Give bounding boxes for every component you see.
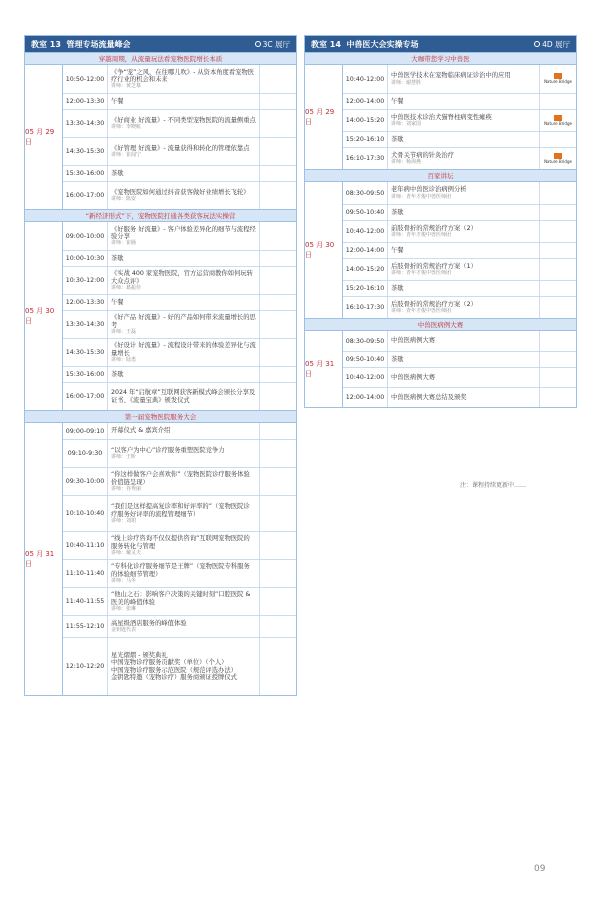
- session-title: 高星级酒店服务的峰值体验: [111, 619, 187, 627]
- session-content: [108, 560, 260, 587]
- extra-cell: [260, 560, 296, 587]
- extra-cell: [260, 423, 296, 439]
- session-title: 《宠物医院如何通过抖音获客做好业绩增长飞轮》: [111, 188, 250, 196]
- time-slot: 10:30-12:00: [63, 267, 108, 294]
- session-content: [388, 94, 540, 109]
- schedule-row: [63, 637, 296, 695]
- extra-cell: [540, 388, 576, 407]
- schedule-row: [343, 204, 576, 220]
- session-title: 茶歇: [391, 355, 404, 363]
- extra-cell: [260, 251, 296, 266]
- extra-cell: [260, 138, 296, 165]
- session-title: 中兽医技术诊治犬猫脊柱病变性瘫痪: [391, 113, 492, 121]
- extra-cell: [540, 182, 576, 204]
- extra-cell: [540, 205, 576, 220]
- session-content: [108, 110, 260, 137]
- schedule-row: [343, 331, 576, 351]
- time-slot: 14:30-15:30: [63, 138, 108, 165]
- schedule-row: [63, 467, 296, 495]
- session-content: [108, 251, 260, 266]
- day-block: [305, 181, 576, 318]
- left-venue-label: 3C 展厅: [262, 39, 290, 49]
- time-slot: 12:00-13:30: [63, 295, 108, 310]
- session-title: “专科化诊疗服务细节是王牌”（宠物医院专科服务的体验细节管理）: [111, 563, 250, 578]
- time-slot: 16:10-17:30: [343, 297, 388, 318]
- session-title: 2024 年“启航章”互联网获客新模式峰会颁长分享及证书、《流量宝典》颁发仪式: [111, 389, 256, 404]
- extra-cell: [540, 259, 576, 280]
- session-content: [388, 281, 540, 296]
- speaker-name: 讲师：李晓航: [111, 124, 142, 131]
- schedule-row: [63, 366, 296, 382]
- extra-cell: [260, 295, 296, 310]
- extra-cell: [540, 331, 576, 351]
- right-venue-label: 4D 展厅: [542, 39, 570, 49]
- schedule-row: [343, 93, 576, 109]
- schedule-row: [343, 387, 576, 407]
- schedule-row: [63, 250, 296, 266]
- session-content: [388, 243, 540, 258]
- session-title: 午餐: [111, 97, 124, 105]
- day-date: 05 月 29 日: [25, 65, 63, 209]
- section-title: 百家讲坛: [305, 169, 576, 181]
- session-title: 金钥匙特邀（宠物诊疗）服务商颁证授牌仪式: [111, 673, 237, 681]
- time-slot: 15:20-16:10: [343, 281, 388, 296]
- speaker-name: 讲师：陆勇: [111, 356, 137, 363]
- time-slot: 09:00-10:00: [63, 222, 108, 250]
- extra-cell: [540, 281, 576, 296]
- time-slot: 16:00-17:00: [63, 383, 108, 410]
- time-slot: 12:00-13:30: [63, 94, 108, 109]
- schedule-row: [63, 165, 296, 181]
- session-content: [108, 182, 260, 209]
- session-content: [108, 267, 260, 294]
- speaker-name: 讲师：青年才俊中兽医师团: [391, 308, 452, 315]
- schedule-row: [343, 220, 576, 242]
- session-content: [388, 110, 540, 131]
- session-title: 茶歇: [391, 208, 404, 216]
- extra-cell: [540, 132, 576, 147]
- logo-text: Nature Bridge: [544, 120, 572, 126]
- speaker-name: 讲师：杨海燕: [391, 159, 422, 166]
- session-content: [108, 166, 260, 181]
- time-slot: 15:30-16:00: [63, 166, 108, 181]
- session-title: 老年病中兽医诊治病例分析: [391, 186, 467, 194]
- speaker-name: 讲师：戴灵夫: [111, 549, 142, 556]
- session-content: [108, 138, 260, 165]
- schedule-row: [63, 109, 296, 137]
- session-title: 《好管理 好流量》- 流量获得和转化的管理依靠点: [111, 144, 250, 152]
- schedule-row: [63, 310, 296, 338]
- session-content: [388, 132, 540, 147]
- schedule-row: [63, 587, 296, 615]
- day-rows: [343, 331, 576, 407]
- session-content: [388, 368, 540, 387]
- time-slot: 14:30-15:30: [63, 339, 108, 366]
- nature-bridge-logo-icon: [542, 115, 574, 127]
- time-slot: 10:40-12:00: [343, 65, 388, 93]
- session-title: 开幕仪式 & 嘉宾介绍: [111, 427, 171, 435]
- session-title: 中兽医病例大赛: [391, 373, 436, 381]
- session-content: [388, 221, 540, 242]
- session-content: [388, 205, 540, 220]
- schedule-row: [63, 423, 296, 439]
- schedule-row: [63, 266, 296, 294]
- time-slot: 09:10-9:30: [63, 440, 108, 467]
- session-content: [388, 259, 540, 280]
- speaker-name: 讲师：崔肠: [111, 240, 137, 247]
- speaker-name: 讲师：谷秀丽: [111, 485, 142, 492]
- time-slot: 14:00-15:20: [343, 259, 388, 280]
- extra-cell: [260, 94, 296, 109]
- schedule-row: [63, 65, 296, 93]
- schedule-row: [63, 181, 296, 209]
- time-slot: 09:50-10:40: [343, 352, 388, 367]
- schedule-row: [63, 615, 296, 637]
- session-content: [108, 468, 260, 495]
- extra-cell: [540, 352, 576, 367]
- logo-text: Nature Bridge: [544, 158, 572, 164]
- extra-cell: [540, 368, 576, 387]
- schedule-row: [63, 338, 296, 366]
- schedule-row: [63, 382, 296, 410]
- left-room-number: 教室 13: [31, 39, 61, 49]
- session-content: [108, 423, 260, 439]
- session-title: “以客户为中心”诊疗服务重塑医院竞争力: [111, 446, 225, 454]
- section-title: “新经济形式”下，宠物医院打通各类获客玩法实操营: [25, 209, 296, 221]
- section-title: 穿越周期，从流量玩法看宠物医院增长本质: [25, 52, 296, 64]
- session-content: [388, 65, 540, 93]
- schedule-row: [343, 242, 576, 258]
- time-slot: 10:00-10:30: [63, 251, 108, 266]
- schedule-row: [343, 367, 576, 387]
- speaker-name: 讲师：陈安: [111, 196, 137, 203]
- right-venue: [534, 39, 570, 50]
- location-pin-icon: [534, 41, 540, 47]
- time-slot: 14:00-15:20: [343, 110, 388, 131]
- time-slot: 10:40-12:00: [343, 368, 388, 387]
- extra-cell: [260, 383, 296, 410]
- time-slot: 16:00-17:00: [63, 182, 108, 209]
- speaker-name: 讲师：青年才俊中兽医师团: [391, 193, 452, 200]
- left-session-title: 管理专场流量峰会: [66, 39, 131, 49]
- time-slot: 10:40-11:10: [63, 532, 108, 559]
- session-title: 《争“宠”之风，在往哪儿吹》- 从资本角度看宠物医疗行业的机会和未来: [111, 68, 255, 83]
- schedule-row: [63, 137, 296, 165]
- speaker-name: 讲师：谢慧胜: [391, 79, 422, 86]
- right-schedule-body: [305, 52, 576, 407]
- extra-cell: [260, 222, 296, 250]
- session-title: 《好服务 好流量》- 客户体验差异化的细节与流程经验分享: [111, 225, 256, 240]
- day-rows: [343, 182, 576, 318]
- day-rows: [63, 423, 296, 695]
- session-title: 午餐: [391, 97, 404, 105]
- time-slot: 10:50-12:00: [63, 65, 108, 93]
- day-block: [25, 422, 296, 695]
- day-date: 05 月 31 日: [305, 331, 343, 407]
- extra-cell: [260, 311, 296, 338]
- session-title: “我们是这样提高复诊率和好评率的”（宠物医院诊疗服务好评率的流程管理细节）: [111, 503, 250, 518]
- day-rows: [63, 65, 296, 209]
- schedule-row: [63, 93, 296, 109]
- session-content: [388, 297, 540, 318]
- time-slot: 11:55-12:10: [63, 616, 108, 637]
- extra-cell: [260, 588, 296, 615]
- right-column-header: [305, 36, 576, 52]
- extra-cell: [260, 468, 296, 495]
- time-slot: 08:30-09:50: [343, 331, 388, 351]
- session-content: [388, 331, 540, 351]
- session-title: 午餐: [111, 298, 124, 306]
- schedule-row: [343, 280, 576, 296]
- session-content: [388, 148, 540, 169]
- extra-cell: [540, 243, 576, 258]
- left-column-header: [25, 36, 296, 52]
- schedule-row: [343, 182, 576, 204]
- speaker-name: 讲师：刘家国: [391, 121, 422, 128]
- time-slot: 12:10-12:20: [63, 638, 108, 695]
- schedule-row: [343, 147, 576, 169]
- extra-cell: [260, 496, 296, 531]
- left-schedule-body: [25, 52, 296, 695]
- time-slot: 08:30-09:50: [343, 182, 388, 204]
- extra-cell: [260, 532, 296, 559]
- section-title: 第一届宠物医院服务大会: [25, 410, 296, 422]
- nature-bridge-logo-icon: [542, 73, 574, 85]
- session-content: [108, 496, 260, 531]
- left-schedule-column: [24, 35, 297, 696]
- session-title: 茶歇: [391, 135, 404, 143]
- time-slot: 09:50-10:40: [343, 205, 388, 220]
- speaker-name: 讲师：王昕: [111, 454, 137, 461]
- session-content: [108, 65, 260, 93]
- session-title: 茶歇: [111, 254, 124, 262]
- session-title: “你这样做客户会喜欢你”（宠物医院诊疗服务体验价值链呈现）: [111, 471, 250, 486]
- session-title: 后肢骨折的常规治疗方案（2）: [391, 300, 477, 308]
- session-content: [108, 638, 260, 695]
- extra-cell: [540, 94, 576, 109]
- session-content: [108, 532, 260, 559]
- session-title: 中国宠物诊疗服务贡献奖（单位）（个人）: [111, 659, 228, 667]
- time-slot: 11:40-11:55: [63, 588, 108, 615]
- time-slot: 12:00-14:00: [343, 388, 388, 407]
- time-slot: 10:40-12:00: [343, 221, 388, 242]
- time-slot: 12:00-14:00: [343, 94, 388, 109]
- day-date: 05 月 31 日: [25, 423, 63, 695]
- schedule-row: [63, 559, 296, 587]
- day-date: 05 月 30 日: [25, 222, 63, 410]
- extra-cell: [260, 267, 296, 294]
- extra-cell: [540, 110, 576, 131]
- session-title: 《好设计 好流量》- 流程设计带来的体验差异化与流量增长: [111, 342, 256, 357]
- speaker-name: 讲师：张琳: [111, 605, 137, 612]
- extra-cell: [260, 367, 296, 382]
- extra-cell: [260, 440, 296, 467]
- right-room-number: 教室 14: [311, 39, 341, 49]
- speaker-name: 讲师：青年才俊中兽医师团: [391, 232, 452, 239]
- session-title: 午餐: [391, 246, 404, 254]
- session-title: 后肢骨折的常规治疗方案（1）: [391, 262, 477, 270]
- right-schedule-column: [304, 35, 577, 408]
- session-content: [108, 339, 260, 366]
- session-content: [108, 588, 260, 615]
- session-title: 《实战 400 家宠物医院，官方运营商教你如何玩转大众点评》: [111, 270, 253, 285]
- session-content: [108, 295, 260, 310]
- time-slot: 11:10-11:40: [63, 560, 108, 587]
- time-slot: 13:30-14:30: [63, 311, 108, 338]
- session-title: 犬骨关节病的针灸治疗: [391, 151, 454, 159]
- session-content: [388, 388, 540, 407]
- session-title: “他山之石：影响客户决策的关键时刻”口腔医院 & 医美的峰值体验: [111, 591, 251, 606]
- extra-cell: [260, 339, 296, 366]
- session-title: 《好商业 好流量》- 不同类型宠物医院的流量侧重点: [111, 116, 256, 124]
- time-slot: 09:00-09:10: [63, 423, 108, 439]
- extra-cell: [260, 65, 296, 93]
- speaker-name: 讲师：黄芝慕: [111, 83, 142, 90]
- speaker-name: 讲师：王磊: [111, 328, 137, 335]
- extra-cell: [260, 638, 296, 695]
- session-content: [108, 222, 260, 250]
- time-slot: 16:10-17:30: [343, 148, 388, 169]
- nature-bridge-logo-icon: [542, 153, 574, 165]
- session-content: [388, 352, 540, 367]
- extra-cell: [540, 148, 576, 169]
- session-title: 中兽医病例大赛总结及颁奖: [391, 393, 467, 401]
- section-title: 中兽医病例大赛: [305, 318, 576, 330]
- session-title: 中国宠物诊疗服务示范医院（规范评选办法）: [111, 666, 237, 674]
- day-block: [25, 221, 296, 410]
- session-title: “线上诊疗咨询不仅仅提供咨询”互联网宠物医院的服务转化与管理: [111, 535, 250, 550]
- right-session-title: 中兽医大会实操专场: [346, 39, 419, 49]
- schedule-row: [343, 296, 576, 318]
- day-date: 05 月 29 日: [305, 65, 343, 169]
- session-title: 星光熠熠 - 颁奖典礼: [111, 651, 168, 659]
- time-slot: 10:10-10:40: [63, 496, 108, 531]
- extra-cell: [260, 182, 296, 209]
- schedule-row: [343, 131, 576, 147]
- session-title: 茶歇: [111, 370, 124, 378]
- time-slot: 15:20-16:10: [343, 132, 388, 147]
- session-content: [108, 367, 260, 382]
- extra-cell: [260, 110, 296, 137]
- time-slot: 15:30-16:00: [63, 367, 108, 382]
- day-block: [305, 330, 576, 407]
- session-title: 《好产品 好流量》- 好的产品如何带来流量增长的思考: [111, 314, 256, 329]
- speaker-name: 讲师：马冬: [111, 577, 137, 584]
- extra-cell: [260, 166, 296, 181]
- day-date: 05 月 30 日: [305, 182, 343, 318]
- schedule-row: [343, 65, 576, 93]
- time-slot: 12:00-14:00: [343, 243, 388, 258]
- extra-cell: [260, 616, 296, 637]
- session-content: [108, 311, 260, 338]
- session-content: [108, 94, 260, 109]
- schedule-row: [343, 351, 576, 367]
- location-pin-icon: [255, 41, 261, 47]
- session-content: [388, 182, 540, 204]
- logo-text: Nature Bridge: [544, 79, 572, 84]
- schedule-row: [63, 495, 296, 531]
- session-title: 茶歇: [391, 284, 404, 292]
- extra-cell: [540, 65, 576, 93]
- extra-cell: [540, 297, 576, 318]
- speaker-name: 讲师：葛振佳: [111, 284, 142, 291]
- day-rows: [343, 65, 576, 169]
- speaker-name: 讲师：青年才俊中兽医师团: [391, 270, 452, 277]
- extra-cell: [540, 221, 576, 242]
- section-title: 大咖带您学习中兽医: [305, 52, 576, 64]
- speaker-name: 讲师：崔闻宁: [111, 152, 142, 159]
- schedule-row: [63, 294, 296, 310]
- page-number: 09: [534, 864, 546, 874]
- day-block: [25, 64, 296, 209]
- speaker-name: 金钥匙代表: [111, 627, 137, 634]
- time-slot: 09:30-10:00: [63, 468, 108, 495]
- time-slot: 13:30-14:30: [63, 110, 108, 137]
- speaker-name: 讲师：刘珺: [111, 517, 137, 524]
- day-rows: [63, 222, 296, 410]
- day-block: [305, 64, 576, 169]
- left-venue: [255, 39, 290, 50]
- session-content: [108, 616, 260, 637]
- session-content: [108, 440, 260, 467]
- schedule-row: [63, 439, 296, 467]
- session-title: 茶歇: [111, 169, 124, 177]
- schedule-row: [343, 109, 576, 131]
- session-title: 前肢骨折的常规治疗方案（2）: [391, 224, 477, 232]
- session-content: [108, 383, 260, 410]
- schedule-row: [343, 258, 576, 280]
- session-title: 中兽医学技术在宠物临床病证诊治中的应用: [391, 72, 511, 80]
- session-title: 中兽医病例大赛: [391, 337, 436, 345]
- schedule-row: [63, 222, 296, 250]
- schedule-row: [63, 531, 296, 559]
- update-note: 注：课程持续更新中……: [460, 482, 527, 489]
